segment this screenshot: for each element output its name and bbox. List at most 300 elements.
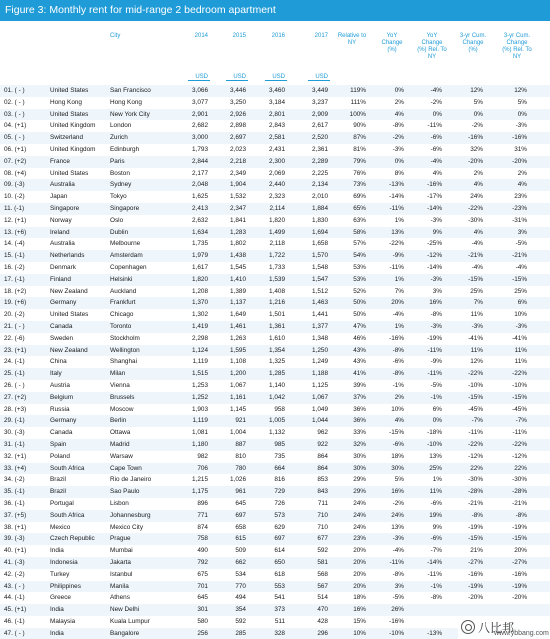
cell-cum3: 11% [470,311,483,319]
cell-yoy-rel: -11% [427,346,442,354]
cell-city: London [110,122,132,130]
cell-yoy-rel: 6% [432,405,442,413]
cell-y2015: 810 [235,452,246,460]
table-row [0,404,550,416]
cell-yoy-rel: -14% [427,205,442,212]
cell-y2015: 2,697 [230,134,246,142]
cell-y2016: 2,114 [269,205,285,212]
cell-cum3-rel: -16% [512,134,527,142]
cell-y2017: 843 [317,488,328,496]
cell-yoy: 24% [391,511,404,519]
cell-yoy: 10% [391,405,404,413]
cell-country: Switzerland [50,134,84,142]
cell-relative: 90% [353,122,366,130]
cell-city: Berlin [110,417,127,425]
cell-yoy: -8% [392,122,404,130]
cell-y2015: 2,023 [230,146,246,153]
cell-cum3: 12% [470,358,483,366]
cell-rank: 02. ( - ) [4,98,25,106]
cell-y2016: 729 [274,488,285,496]
cell-y2015: 534 [235,570,246,578]
cell-country: Norway [50,216,72,224]
currency-unit-2016: USD [265,73,287,81]
cell-country: Spain [50,441,67,448]
cell-yoy: -11% [389,264,404,271]
cell-cum3-rel: 12% [514,87,527,94]
cell-y2016: 1,325 [269,358,285,366]
cell-cum3-rel: 23% [514,193,527,201]
cell-cum3: -4% [471,240,483,248]
cell-rank: 01. ( - ) [4,87,25,94]
cell-city: Madrid [110,441,130,448]
cell-country: Australia [50,181,75,189]
cell-yoy: 5% [394,476,404,484]
cell-cum3-rel: -10% [512,382,527,389]
cell-yoy-rel: -25% [427,240,442,248]
cell-y2014: 645 [197,594,208,602]
cell-cum3-rel: -15% [512,535,527,543]
cell-yoy-rel: -2% [430,98,442,106]
cell-y2017: 1,049 [312,405,328,413]
cell-cum3-rel: -4% [515,264,527,271]
cell-cum3: -19% [468,523,483,531]
cell-yoy: -22% [389,240,404,248]
cell-y2017: 592 [317,547,328,555]
cell-y2015: 285 [235,629,246,637]
cell-y2015: 494 [235,594,246,602]
cell-cum3: -8% [471,511,483,519]
cell-yoy-rel: -6% [430,134,442,142]
cell-y2015: 1,161 [230,393,246,401]
cell-rank: 30. (-3) [4,429,25,437]
cell-country: Netherlands [50,252,85,260]
cell-relative: 100% [349,110,366,118]
cell-y2014: 2,298 [192,334,208,342]
cell-rank: 47. ( - ) [4,629,25,637]
cell-y2015: 1,438 [230,252,246,260]
cell-y2014: 2,413 [192,205,208,212]
cell-yoy-rel: -11% [427,370,442,378]
cell-city: Oslo [110,216,124,224]
cell-rank: 33. (+4) [4,464,27,472]
cell-y2014: 1,208 [192,287,208,295]
cell-y2014: 1,979 [192,252,208,260]
cell-city: Zurich [110,134,128,142]
cell-y2014: 3,000 [192,134,208,142]
cell-rank: 11. (-1) [4,205,25,212]
table-row [0,474,550,486]
table-row [0,286,550,298]
table-row [0,439,550,451]
cell-y2015: 1,067 [230,382,246,389]
cell-y2016: 2,118 [269,240,285,248]
cell-y2015: 2,218 [230,157,246,165]
cell-yoy: 0% [394,157,404,165]
cell-y2015: 2,926 [230,110,246,118]
cell-country: United Kingdom [50,146,96,153]
cell-city: Rio de Janeiro [110,476,152,484]
cell-y2014: 1,119 [192,358,208,366]
cell-rank: 23. (+1) [4,346,27,354]
cell-relative: 15% [353,618,366,625]
cell-yoy-rel: -14% [427,559,442,566]
cell-yoy-rel: 3% [432,287,442,295]
cell-y2014: 1,081 [192,429,208,437]
cell-y2016: 328 [274,629,285,637]
cell-country: United States [50,169,89,177]
cell-cum3: -21% [468,252,483,260]
cell-y2014: 2,844 [192,157,208,165]
cell-cum3: -30% [468,476,483,484]
cell-relative: 50% [353,311,366,319]
cell-y2015: 2,349 [230,169,246,177]
cell-y2014: 1,419 [192,323,208,330]
cell-y2016: 1,005 [269,417,285,425]
cell-y2015: 1,802 [230,240,246,248]
cell-y2017: 1,044 [312,417,328,425]
cell-y2014: 2,901 [192,110,208,118]
cell-y2014: 1,820 [192,275,208,283]
cell-cum3-rel: 25% [514,287,527,295]
table-row [0,297,550,309]
cell-y2014: 758 [197,535,208,543]
cell-city: Milan [110,370,126,378]
cell-country: South Africa [50,511,85,519]
cell-city: Copenhagen [110,264,147,271]
cell-city: Brussels [110,393,135,401]
cell-cum3-rel: -27% [512,559,527,566]
cell-relative: 24% [353,500,366,507]
cell-y2017: 2,010 [312,193,328,201]
cell-y2015: 1,410 [230,275,246,283]
cell-yoy-rel: -19% [427,334,442,342]
cell-relative: 23% [353,535,366,543]
cell-yoy: -13% [389,181,404,189]
cell-cum3: -4% [471,264,483,271]
cell-country: South Africa [50,464,85,472]
cell-rank: 37. (+5) [4,511,27,519]
cell-yoy: -8% [392,370,404,378]
cell-y2017: 1,548 [312,264,328,271]
cell-yoy: 18% [391,452,404,460]
cell-y2016: 985 [274,441,285,448]
cell-y2017: 710 [317,523,328,531]
cell-city: Sao Paulo [110,488,140,496]
cell-rank: 45. (+1) [4,606,27,614]
cell-y2015: 658 [235,523,246,531]
cell-yoy: 2% [394,393,404,401]
cell-yoy-rel: -6% [430,535,442,543]
cell-yoy: 2% [394,98,404,106]
cell-yoy-rel: 19% [429,511,442,519]
cell-cum3-rel: 31% [514,146,527,153]
cell-yoy-rel: -7% [430,547,442,555]
cell-cum3: -12% [468,452,483,460]
table-row [0,557,550,569]
cell-city: Amsterdam [110,252,143,260]
table-row [0,333,550,345]
cell-y2015: 3,250 [230,98,246,106]
cell-cum3-rel: -3% [515,122,527,130]
cell-country: Denmark [50,264,76,271]
watermark-text: 八比邦 [478,621,515,635]
cell-yoy: -4% [392,547,404,555]
cell-y2014: 1,119 [192,417,208,425]
table-row [0,415,550,427]
cell-rank: 36. (-1) [4,500,25,507]
cell-y2017: 922 [317,441,328,448]
cell-y2017: 853 [317,476,328,484]
cell-y2015: 662 [235,559,246,566]
cell-yoy: -6% [392,358,404,366]
cell-y2015: 1,145 [230,405,246,413]
cell-city: Istanbul [110,570,133,578]
cell-relative: 54% [353,252,366,260]
cell-yoy: 20% [391,299,404,307]
cell-cum3-rel: 2% [517,169,527,177]
table-row [0,604,550,616]
cell-yoy-rel: -13% [427,629,442,637]
cell-y2016: 1,132 [269,429,285,437]
cell-y2014: 1,793 [192,146,208,153]
cell-y2015: 1,461 [230,323,246,330]
cell-city: Toronto [110,323,132,330]
cell-relative: 58% [353,228,366,236]
cell-rank: 05. ( - ) [4,134,25,142]
cell-relative: 57% [353,240,366,248]
cell-cum3-rel: 22% [514,464,527,472]
cell-relative: 43% [353,346,366,354]
cell-cum3-rel: -21% [512,500,527,507]
cell-cum3-rel: -7% [515,417,527,425]
cell-cum3: -45% [468,405,483,413]
cell-y2017: 3,449 [312,87,328,94]
cell-country: Greece [50,594,71,602]
cell-y2016: 1,722 [269,252,285,260]
cell-y2015: 354 [235,606,246,614]
cell-y2017: 1,463 [312,299,328,307]
table-row [0,533,550,545]
cell-y2016: 1,285 [269,370,285,378]
cell-yoy-rel: -6% [430,146,442,153]
cell-y2014: 1,634 [192,228,208,236]
cell-cum3: 12% [470,87,483,94]
cell-relative: 46% [353,334,366,342]
cell-y2014: 1,625 [192,193,208,201]
cell-y2017: 1,830 [312,216,328,224]
cell-yoy-rel: 0% [432,110,442,118]
cell-yoy: 16% [391,488,404,496]
cell-yoy-rel: 16% [429,299,442,307]
cell-country: Finland [50,275,71,283]
cell-y2014: 1,124 [192,346,208,354]
cell-yoy: -8% [392,570,404,578]
cell-y2015: 3,446 [230,87,246,94]
cell-relative: 36% [353,417,366,425]
table-row [0,227,550,239]
cell-city: Lisbon [110,500,129,507]
cell-yoy-rel: -12% [427,252,442,260]
cell-y2016: 2,581 [269,134,285,142]
cell-y2014: 792 [197,559,208,566]
cell-yoy-rel: 25% [429,464,442,472]
cell-cum3: -19% [468,582,483,590]
cell-rank: 07. (+2) [4,157,27,165]
cell-cum3: -21% [468,500,483,507]
table-row [0,262,550,274]
cell-relative: 18% [353,594,366,602]
col-header-2016: 2016 [271,33,285,39]
cell-rank: 26. ( - ) [4,382,25,389]
cell-yoy-rel: -3% [430,216,442,224]
cell-rank: 35. (-1) [4,488,25,496]
col-header-city: City [110,33,121,39]
cell-y2016: 1,140 [269,382,285,389]
cell-relative: 111% [350,98,366,106]
cell-y2016: 2,801 [269,110,285,118]
cell-relative: 30% [353,464,366,472]
cell-yoy: -5% [392,594,404,602]
cell-cum3: 25% [470,287,483,295]
cell-relative: 76% [353,169,366,177]
cell-y2015: 1,595 [230,346,246,354]
cell-country: India [50,547,64,555]
cell-y2015: 1,026 [230,476,246,484]
cell-yoy-rel: 11% [429,488,442,496]
cell-y2014: 1,515 [192,370,208,378]
cell-cum3: 2% [473,169,483,177]
figure-title: Figure 3: Monthly rent for mid-range 2 bedroom apartment [0,0,550,21]
cell-yoy-rel: -11% [427,122,442,130]
cell-relative: 10% [353,629,366,637]
cell-rank: 13. (+6) [4,228,27,236]
cell-city: Jakarta [110,559,131,566]
cell-relative: 79% [353,157,366,165]
cell-relative: 36% [353,405,366,413]
col-header-3yr-change: 3-yr Cum. Change (%) [459,33,487,53]
cell-y2016: 2,069 [269,169,285,177]
cell-city: Ottawa [110,429,131,437]
table-row [0,203,550,215]
cell-country: Brazil [50,476,66,484]
cell-country: Germany [50,417,77,425]
cell-y2014: 580 [197,618,208,625]
cell-cum3: -7% [471,417,483,425]
cell-y2016: 2,300 [269,157,285,165]
cell-rank: 28. (+3) [4,405,27,413]
cell-cum3: -30% [468,216,483,224]
cell-country: United Kingdom [50,122,96,130]
cell-y2017: 296 [317,629,328,637]
col-header-2014: 2014 [194,33,208,39]
cell-cum3-rel: -22% [512,441,527,448]
cell-relative: 53% [353,275,366,283]
cell-country: Brazil [50,488,66,496]
cell-y2014: 706 [197,464,208,472]
cell-country: Turkey [50,570,70,578]
cell-country: Mexico [50,523,71,531]
cell-relative: 20% [353,582,366,590]
cell-rank: 44. (-1) [4,594,25,602]
cell-yoy: -9% [392,252,404,260]
cell-yoy: -6% [392,441,404,448]
cell-y2017: 1,547 [312,275,328,283]
cell-y2016: 697 [274,535,285,543]
cell-y2015: 1,389 [230,287,246,295]
cell-cum3-rel: 11% [514,358,527,366]
cell-yoy-rel: -4% [430,87,442,94]
table-row [0,250,550,262]
cell-y2015: 2,898 [230,122,246,130]
cell-y2014: 1,370 [192,299,208,307]
table-row [0,356,550,368]
cell-y2015: 1,532 [230,193,246,201]
cell-yoy: -16% [389,618,404,625]
cell-y2017: 1,694 [312,228,328,236]
table-row [0,238,550,250]
cell-city: Prague [110,535,131,543]
cell-yoy: -4% [392,311,404,319]
cell-y2014: 256 [197,629,208,637]
cell-y2017: 864 [317,452,328,460]
cell-yoy-rel: -9% [430,358,442,366]
cell-cum3-rel: -20% [512,157,527,165]
cell-yoy: 8% [394,169,404,177]
cell-cum3-rel: 3% [517,228,527,236]
cell-y2016: 1,610 [269,334,285,342]
currency-unit-2015: USD [226,73,248,81]
col-header-yoy-change: YoY Change (%) [381,33,403,53]
cell-relative: 33% [353,429,366,437]
cell-yoy: 13% [391,228,404,236]
cell-yoy: 4% [394,417,404,425]
cell-y2017: 710 [317,511,328,519]
cell-city: Stockholm [110,334,140,342]
table-row [0,380,550,392]
cell-yoy-rel: -18% [427,429,442,437]
cell-cum3-rel: 4% [517,181,527,189]
cell-cum3-rel: -23% [512,205,527,212]
cell-cum3: -22% [468,205,483,212]
cell-y2015: 509 [235,547,246,555]
cell-y2017: 1,377 [312,323,328,330]
cell-relative: 81% [353,146,366,153]
cell-country: Hong Kong [50,98,82,106]
table-row [0,592,550,604]
cell-rank: 34. (-2) [4,476,25,484]
cell-y2017: 2,520 [312,134,328,142]
cell-yoy-rel: -8% [430,594,442,602]
cell-city: Mumbai [110,547,133,555]
cell-city: Mexico City [110,523,144,531]
cell-cum3-rel: -20% [512,594,527,602]
cell-y2015: 697 [235,511,246,519]
cell-city: Bangalore [110,629,140,637]
cell-yoy: 0% [394,87,404,94]
cell-rank: 32. (+1) [4,452,27,460]
table-row [0,97,550,109]
table-row [0,309,550,321]
cell-yoy-rel: -4% [430,157,442,165]
table-row [0,427,550,439]
cell-country: India [50,629,64,637]
cell-yoy: 7% [394,287,404,295]
cell-country: Singapore [50,205,80,212]
cell-yoy: -11% [389,205,404,212]
cell-yoy: 3% [394,582,404,590]
table-row [0,132,550,144]
cell-y2016: 1,539 [269,275,285,283]
